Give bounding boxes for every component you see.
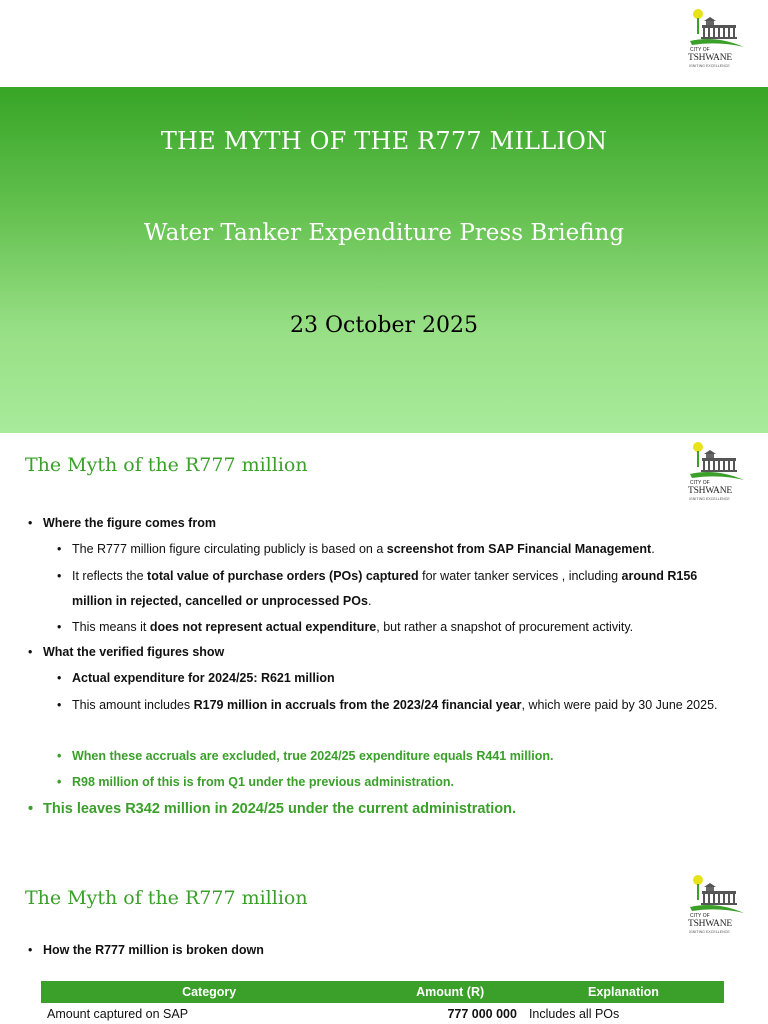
logo-tagline: IGNITING EXCELLENCE	[689, 497, 730, 501]
bullet-emphasis: total value of purchase orders (POs) captured	[147, 569, 419, 583]
slide2-heading: The Myth of the R777 million	[25, 454, 308, 476]
cell-amount: 777 000 000	[377, 1003, 523, 1024]
logo-name: TSHWANE	[688, 53, 732, 63]
col-header-explanation: Explanation	[523, 981, 724, 1003]
bullet-text: This amount includes	[72, 698, 194, 712]
bullet-text: It reflects the	[72, 569, 148, 583]
bullet-text: This leaves R342 million in 2024/25 under the current administration.	[43, 801, 517, 817]
logo-city-label: CITY OF	[690, 913, 710, 919]
cell-explanation: Includes all POs	[523, 1003, 724, 1024]
bullet-text: What the verified figures show	[43, 645, 225, 659]
bullet-text: The R777 million figure circulating publicly is based on a	[72, 542, 387, 556]
list-item	[57, 693, 732, 718]
bullet-text: , which were paid by 30 June 2025.	[521, 698, 718, 712]
bullet-emphasis: does not represent actual expenditure	[149, 620, 377, 634]
bullet-text: for water tanker services , including	[418, 569, 622, 583]
bullet-emphasis: around R156 million in rejected, cancelled or unprocessed POs	[72, 569, 698, 608]
col-header-amount: Amount (R)	[377, 981, 523, 1003]
city-hall-icon	[688, 873, 746, 917]
bullet-text: Where the figure comes from	[43, 516, 216, 530]
logo-tagline: IGNITING EXCELLENCE	[689, 930, 730, 934]
logo-tagline: IGNITING EXCELLENCE	[689, 64, 730, 68]
list-item	[57, 564, 732, 614]
table-header-row	[41, 981, 724, 1003]
bullet-emphasis: screenshot from SAP Financial Management	[386, 542, 652, 556]
bullet-text: Actual expenditure for 2024/25: R621 million	[72, 671, 335, 685]
bullet-icon: •	[28, 943, 33, 957]
logo-city-label: CITY OF	[690, 480, 710, 486]
list-item	[57, 615, 732, 640]
tshwane-logo-2	[688, 440, 746, 508]
presentation-date: 23 October 2025	[289, 313, 479, 338]
tshwane-logo-3	[688, 873, 746, 941]
list-item	[28, 640, 733, 665]
logo-name: TSHWANE	[688, 486, 732, 496]
slide1-header	[0, 0, 768, 87]
city-hall-icon	[688, 7, 746, 51]
bullet-icon: •	[28, 516, 33, 530]
bullet-text: This means it	[72, 620, 150, 634]
city-hall-icon	[688, 440, 746, 484]
title-banner	[0, 87, 768, 433]
bullet-text: When these accruals are excluded, true 2024/25 expenditure equals R441 million.	[72, 749, 554, 763]
bullet-text: , but rather a snapshot of procurement activity.	[376, 620, 634, 634]
bullet-icon: •	[57, 671, 62, 685]
list-item	[57, 744, 732, 769]
bullet-text: How the R777 million is broken down	[43, 943, 264, 957]
logo-name: TSHWANE	[688, 919, 732, 929]
slide3-heading: The Myth of the R777 million	[25, 887, 308, 909]
tshwane-logo	[688, 7, 746, 75]
bullet-icon: •	[57, 749, 62, 763]
presentation-subtitle: Water Tanker Expenditure Press Briefing	[143, 220, 625, 246]
bullet-text: R98 million of this is from Q1 under the previous administration.	[72, 775, 455, 789]
list-item	[57, 537, 732, 562]
col-header-category: Category	[41, 981, 377, 1003]
list-item	[28, 797, 733, 822]
bullet-icon: •	[28, 645, 33, 659]
bullet-icon: •	[28, 801, 34, 817]
list-item	[28, 511, 733, 536]
list-item	[57, 770, 732, 795]
bullet-emphasis: R179 million in accruals from the 2023/24 financial year	[193, 698, 522, 712]
bullet-icon: •	[57, 569, 62, 583]
bullet-text: .	[367, 594, 372, 608]
bullet-icon: •	[57, 775, 62, 789]
cell-category: Amount captured on SAP	[41, 1003, 377, 1024]
logo-city-label: CITY OF	[690, 47, 710, 53]
bullet-text: .	[651, 542, 655, 556]
breakdown-table	[41, 981, 724, 1024]
presentation-title: THE MYTH OF THE R777 MILLION	[160, 127, 608, 155]
bullet-icon: •	[57, 542, 62, 556]
bullet-icon: •	[57, 698, 62, 712]
list-item	[28, 938, 733, 963]
table-row	[41, 1003, 724, 1024]
list-item	[57, 666, 732, 691]
bullet-icon: •	[57, 620, 62, 634]
